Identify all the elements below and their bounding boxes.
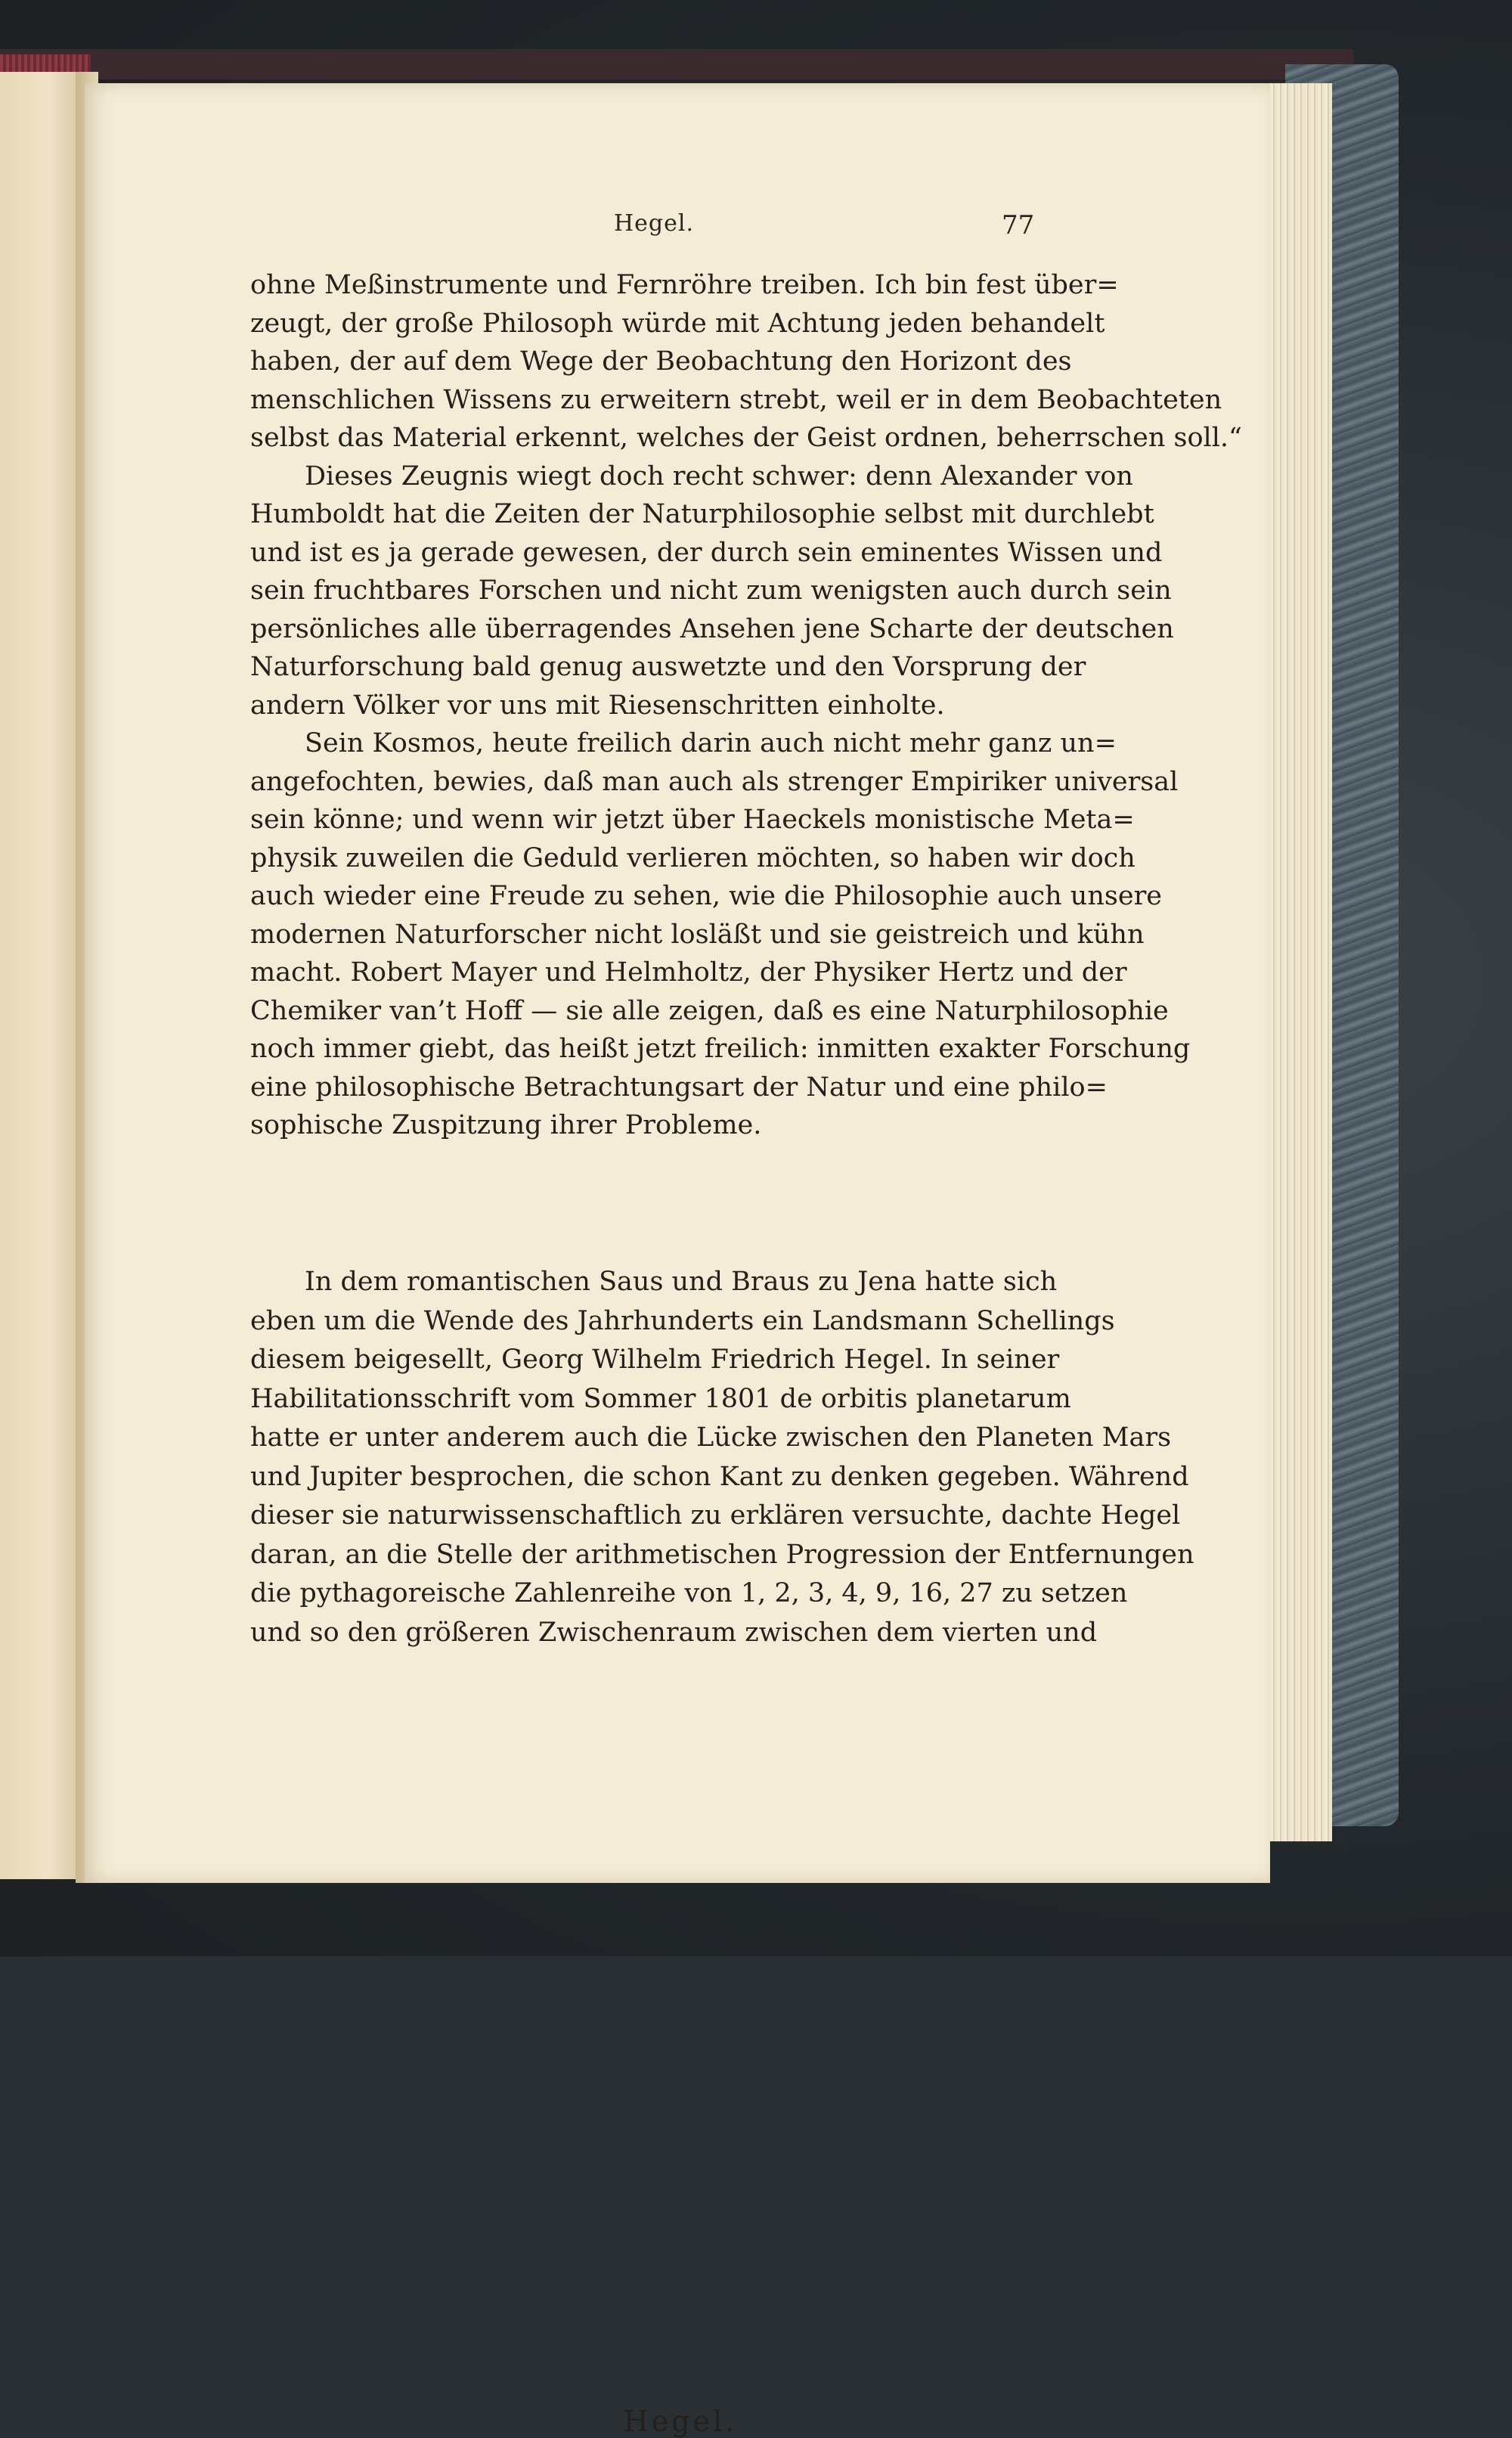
text-line: Dieses Zeugnis wiegt doch recht schwer: denn Alexander von: [305, 461, 1133, 492]
text-line: und so den größeren Zwischenraum zwischen dem vierten und: [250, 1617, 1098, 1648]
text-line: die pythagoreische Zahlenreihe von 1, 2, 3, 4, 9, 16, 27 zu setzen: [250, 1578, 1128, 1608]
text-line: sein könne; und wenn wir jetzt über Haeckels monistische Meta=: [250, 805, 1135, 835]
text-line: selbst das Material erkennt, welches der Geist ordnen, beherrschen soll.“: [250, 423, 1242, 453]
text-line: noch immer giebt, das heißt jetzt freilich: inmitten exakter Forschung: [250, 1034, 1191, 1064]
text-line: Habilitationsschrift vom Sommer 1801 de orbitis planetarum: [250, 1383, 1071, 1414]
page-number: 77: [1002, 210, 1035, 240]
left-page-edge: [0, 72, 82, 1879]
text-line: Naturforschung bald genug auswetzte und den Vorsprung der: [250, 652, 1086, 682]
text-line: hatte er unter anderem auch die Lücke zwischen den Planeten Mars: [250, 1422, 1172, 1453]
body-text-top: [250, 266, 1242, 1145]
text-line: menschlichen Wissens zu erweitern strebt, weil er in dem Beobachteten: [250, 384, 1222, 415]
text-line: zeugt, der große Philosoph würde mit Achtung jeden behandelt: [250, 308, 1105, 339]
text-line: und ist es ja gerade gewesen, der durch sein eminentes Wissen und: [250, 537, 1163, 568]
text-line: persönliches alle überragendes Ansehen jene Scharte der deutschen: [250, 613, 1174, 644]
text-line: macht. Robert Mayer und Helmholtz, der Physiker Hertz und der: [250, 957, 1127, 988]
page-stack-edges: [1264, 83, 1332, 1841]
text-line: Humboldt hat die Zeiten der Naturphilosophie selbst mit durchlebt: [250, 499, 1154, 529]
text-line: daran, an die Stelle der arithmetischen Progression der Entfernungen: [250, 1539, 1194, 1570]
text-line: physik zuweilen die Geduld verlieren möchten, so haben wir doch: [250, 842, 1136, 873]
text-line: Chemiker van’t Hoff — sie alle zeigen, daß es eine Naturphilosophie: [250, 995, 1169, 1026]
text-line: auch wieder eine Freude zu sehen, wie die Philosophie auch unsere: [250, 881, 1163, 911]
text-line: modernen Naturforscher nicht losläßt und sie geistreich und kühn: [250, 919, 1145, 950]
running-head: Hegel.: [614, 210, 695, 237]
text-line: sophische Zuspitzung ihrer Probleme.: [250, 1110, 762, 1140]
text-line: und Jupiter besprochen, die schon Kant zu denken gegeben. Während: [250, 1461, 1189, 1492]
body-text-bottom: [250, 1263, 1194, 1652]
text-line: eine philosophische Betrachtungsart der Natur und eine philo=: [250, 1072, 1108, 1103]
text-line: diesem beigesellt, Georg Wilhelm Friedrich Hegel. In seiner: [250, 1345, 1060, 1375]
text-line: angefochten, bewies, daß man auch als strenger Empiriker universal: [250, 766, 1179, 797]
text-line: haben, der auf dem Wege der Beobachtung den Horizont des: [250, 346, 1072, 377]
text-line: eben um die Wende des Jahrhunderts ein Landsmann Schellings: [250, 1305, 1115, 1336]
text-line: sein fruchtbares Forschen und nicht zum wenigsten auch durch sein: [250, 575, 1172, 606]
text-line: Sein Kosmos, heute freilich darin auch nicht mehr ganz un=: [305, 728, 1117, 758]
text-line: In dem romantischen Saus und Braus zu Jena hatte sich: [305, 1267, 1058, 1297]
book-cover-top: [0, 49, 1353, 79]
book-headband: [0, 54, 91, 73]
text-line: ohne Meßinstrumente und Fernröhre treiben. Ich bin fest über=: [250, 270, 1119, 300]
section-heading: Hegel.: [623, 2405, 738, 2438]
text-line: andern Völker vor uns mit Riesenschritten einholte.: [250, 690, 945, 721]
text-line: dieser sie naturwissenschaftlich zu erklären versuchte, dachte Hegel: [250, 1500, 1181, 1531]
